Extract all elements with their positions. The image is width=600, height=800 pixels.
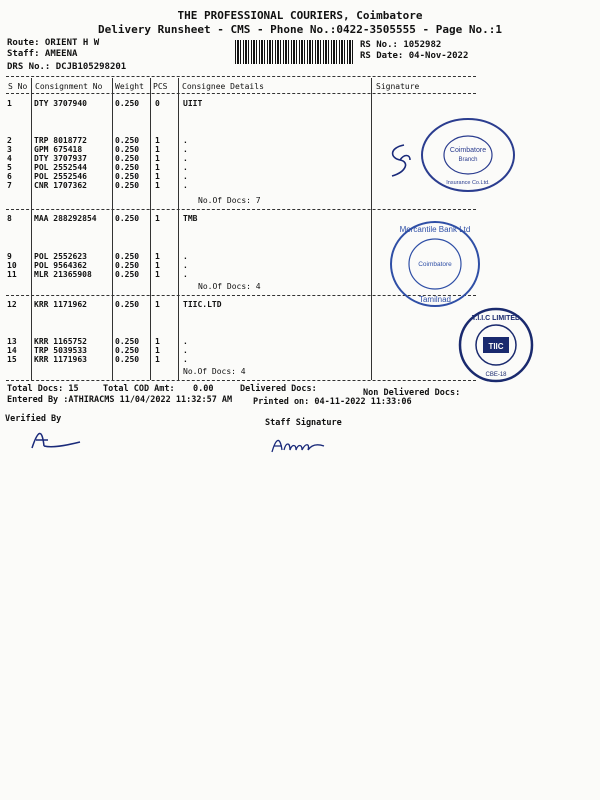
staff-signature-label: Staff Signature <box>265 418 342 428</box>
sno: 15 <box>7 355 17 364</box>
col-header-pcs: PCS <box>153 82 168 91</box>
consignee: . <box>183 261 188 270</box>
consignee: . <box>183 163 188 172</box>
consignment-no: GPM 675418 <box>34 145 83 154</box>
sno: 13 <box>7 337 17 346</box>
sno: 1 <box>7 99 12 108</box>
svg-text:Branch: Branch <box>458 157 478 163</box>
consignment-no: KRR 1171962 <box>34 300 87 309</box>
col-header-consignment: Consignment No <box>35 82 103 91</box>
col-header-weight: Weight <box>115 82 144 91</box>
verified-by-label: Verified By <box>5 414 62 424</box>
consignment-no: POL 2552544 <box>34 163 87 172</box>
sno: 7 <box>7 181 12 190</box>
consignee: . <box>183 181 188 190</box>
table-top-rule <box>6 76 476 77</box>
weight: 0.250 <box>115 252 140 261</box>
pcs: 1 <box>155 337 160 346</box>
weight: 0.250 <box>115 154 140 163</box>
pcs: 1 <box>155 355 160 364</box>
pcs: 0 <box>155 99 160 108</box>
consignment-no: DTY 3707940 <box>34 99 87 108</box>
consignment-no: DTY 3707937 <box>34 154 87 163</box>
svg-text:Insurance Co.Ltd.: Insurance Co.Ltd. <box>446 180 490 186</box>
pcs: 1 <box>155 154 160 163</box>
header-bottom-rule <box>6 93 476 94</box>
delivered-docs-label: Delivered Docs: <box>240 384 317 394</box>
consignee: . <box>183 154 188 163</box>
bank-stamp-seal <box>385 218 487 310</box>
consignment-no: KRR 1171963 <box>34 355 87 364</box>
consignment-no: MAA 288292854 <box>34 214 97 223</box>
consignee: TIIC.LTD <box>183 300 222 309</box>
weight: 0.250 <box>115 355 140 364</box>
rs-date: RS Date: 04-Nov-2022 <box>360 51 469 61</box>
pcs: 1 <box>155 261 160 270</box>
consignment-no: TRP 8018772 <box>34 136 87 145</box>
consignment-no: KRR 1165752 <box>34 337 87 346</box>
weight: 0.250 <box>115 214 140 223</box>
weight: 0.250 <box>115 136 140 145</box>
svg-text:Coimbatore: Coimbatore <box>418 261 452 268</box>
column-divider <box>31 78 32 380</box>
table-bottom-rule <box>6 380 476 381</box>
total-docs: Total Docs: 15 <box>7 384 79 394</box>
drs-number: DRS No.: DCJB105298201 <box>7 62 127 72</box>
sno: 3 <box>7 145 12 154</box>
weight: 0.250 <box>115 300 140 309</box>
sno: 5 <box>7 163 12 172</box>
consignee: . <box>183 252 188 261</box>
svg-text:Tamilnad: Tamilnad <box>418 295 452 304</box>
route-label: Route: ORIENT H W <box>7 38 100 48</box>
total-cod-label: Total COD Amt: <box>103 384 175 394</box>
pcs: 1 <box>155 181 160 190</box>
staff-handwritten-signature <box>268 432 332 458</box>
col-header-signature: Signature <box>376 82 420 91</box>
sno: 6 <box>7 172 12 181</box>
insurance-stamp-seal <box>418 116 518 194</box>
weight: 0.250 <box>115 172 140 181</box>
svg-text:Mercantile Bank Ltd: Mercantile Bank Ltd <box>399 225 471 234</box>
consignee: . <box>183 172 188 181</box>
entered-by: Entered By :ATHIRACMS 11/04/2022 11:32:57 AM <box>7 395 233 405</box>
pcs: 1 <box>155 346 160 355</box>
consignee: TMB <box>183 214 198 223</box>
consignee: . <box>183 270 188 279</box>
runsheet-subtitle: Delivery Runsheet - CMS - Phone No.:0422-3505555 - Page No.:1 <box>98 23 502 36</box>
weight: 0.250 <box>115 163 140 172</box>
consignee: . <box>183 355 188 364</box>
sno: 14 <box>7 346 17 355</box>
sno: 11 <box>7 270 17 279</box>
weight: 0.250 <box>115 270 140 279</box>
consignment-no: MLR 21365908 <box>34 270 92 279</box>
consignee: UIIT <box>183 99 203 108</box>
weight: 0.250 <box>115 337 140 346</box>
non-delivered-docs-label: Non Delivered Docs: <box>363 388 461 398</box>
consignee: . <box>183 337 188 346</box>
group-rule <box>6 209 476 210</box>
sno: 9 <box>7 252 12 261</box>
barcode <box>235 40 355 64</box>
column-divider <box>150 78 151 380</box>
weight: 0.250 <box>115 145 140 154</box>
sno: 8 <box>7 214 12 223</box>
consignee: . <box>183 145 188 154</box>
svg-text:CBE-18: CBE-18 <box>485 372 507 378</box>
pcs: 1 <box>155 300 160 309</box>
docs-count: No.Of Docs: 4 <box>183 367 246 376</box>
printed-on: Printed on: 04-11-2022 11:33:06 <box>253 397 412 407</box>
pcs: 1 <box>155 172 160 181</box>
svg-text:Coimbatore: Coimbatore <box>449 147 487 154</box>
svg-text:TIIC: TIIC <box>488 342 504 351</box>
docs-count: No.Of Docs: 7 <box>198 196 261 205</box>
pcs: 1 <box>155 136 160 145</box>
docs-count: No.Of Docs: 4 <box>198 282 261 291</box>
weight: 0.250 <box>115 99 140 108</box>
sno: 12 <box>7 300 17 309</box>
col-header-sno: S No <box>8 82 28 91</box>
consignment-no: POL 9564362 <box>34 261 87 270</box>
column-divider <box>178 78 179 380</box>
column-divider <box>112 78 113 380</box>
weight: 0.250 <box>115 181 140 190</box>
sno: 2 <box>7 136 12 145</box>
verifier-signature <box>28 426 84 454</box>
pcs: 1 <box>155 270 160 279</box>
rs-number: RS No.: 1052982 <box>360 40 442 50</box>
consignee: . <box>183 136 188 145</box>
weight: 0.250 <box>115 261 140 270</box>
pcs: 1 <box>155 252 160 261</box>
total-cod-value: 0.00 <box>193 384 214 394</box>
consignment-no: POL 2552546 <box>34 172 87 181</box>
pcs: 1 <box>155 163 160 172</box>
handwritten-signature <box>384 140 414 180</box>
pcs: 1 <box>155 214 160 223</box>
consignment-no: POL 2552623 <box>34 252 87 261</box>
consignment-no: TRP 5039533 <box>34 346 87 355</box>
sno: 10 <box>7 261 17 270</box>
consignee: . <box>183 346 188 355</box>
pcs: 1 <box>155 145 160 154</box>
sno: 4 <box>7 154 12 163</box>
column-divider <box>371 78 372 380</box>
tiic-stamp-seal <box>456 306 536 384</box>
weight: 0.250 <box>115 346 140 355</box>
svg-text:T.I.I.C LIMITED: T.I.I.C LIMITED <box>471 315 521 322</box>
consignment-no: CNR 1707362 <box>34 181 87 190</box>
staff-label: Staff: AMEENA <box>7 49 78 59</box>
col-header-consignee: Consignee Details <box>182 82 264 91</box>
company-title: THE PROFESSIONAL COURIERS, Coimbatore <box>177 9 423 22</box>
